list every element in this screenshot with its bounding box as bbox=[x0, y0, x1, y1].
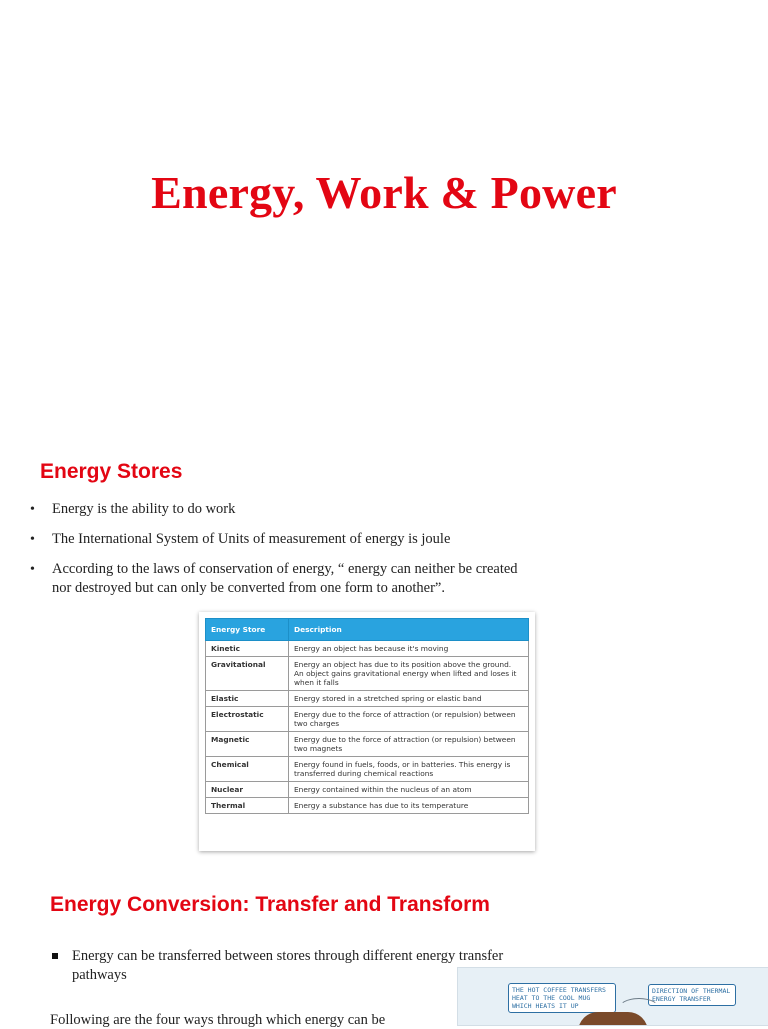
table-row bbox=[206, 657, 529, 691]
page-title: Energy, Work & Power bbox=[151, 167, 617, 218]
table-cell-description: Energy contained within the nucleus of an atom bbox=[289, 782, 529, 798]
table-header-store: Energy Store bbox=[206, 619, 289, 641]
energy-store-table bbox=[205, 618, 529, 814]
list-item: Energy can be transferred between stores through different energy transfer pathways bbox=[52, 947, 542, 985]
energy-stores-bullet-list bbox=[30, 500, 530, 609]
table-row bbox=[206, 757, 529, 782]
section-heading-energy-conversion: Energy Conversion: Transfer and Transform bbox=[50, 893, 490, 916]
figure-label-direction: DIRECTION OF THERMAL ENERGY TRANSFER bbox=[648, 984, 736, 1006]
table-cell-description: Energy due to the force of attraction (or repulsion) between two charges bbox=[289, 707, 529, 732]
table-cell-store: Chemical bbox=[206, 757, 289, 782]
table-cell-store: Gravitational bbox=[206, 657, 289, 691]
coffee-mug-illustration bbox=[457, 967, 768, 1026]
table-header-description: Description bbox=[289, 619, 529, 641]
table-cell-store: Nuclear bbox=[206, 782, 289, 798]
bullet-icon: • bbox=[30, 562, 35, 577]
table-cell-description: Energy an object has because it's moving bbox=[289, 641, 529, 657]
bullet-icon: • bbox=[30, 532, 35, 547]
square-bullet-icon bbox=[52, 953, 58, 959]
list-item: • According to the laws of conservation of energy, “ energy can neither be created nor destroyed but can only be converted from one form to another”. bbox=[30, 561, 518, 596]
table-row bbox=[206, 691, 529, 707]
list-item: • Energy is the ability to do work bbox=[30, 501, 236, 517]
energy-store-table-image bbox=[199, 612, 535, 851]
table-cell-store: Elastic bbox=[206, 691, 289, 707]
table-row bbox=[206, 798, 529, 814]
table-cell-description: Energy a substance has due to its temperature bbox=[289, 798, 529, 814]
table-cell-description: Energy found in fuels, foods, or in batteries. This energy is transferred during chemical reactions bbox=[289, 757, 529, 782]
table-row bbox=[206, 641, 529, 657]
figure-label-hot-coffee: THE HOT COFFEE TRANSFERS HEAT TO THE COOL MUG WHICH HEATS IT UP bbox=[508, 983, 616, 1013]
list-item: • The International System of Units of measurement of energy is joule bbox=[30, 531, 451, 547]
table-row bbox=[206, 732, 529, 757]
section-heading-energy-stores: Energy Stores bbox=[40, 460, 183, 483]
paragraph-following: Following are the four ways through which energy can be bbox=[50, 1012, 386, 1028]
table-cell-description: Energy stored in a stretched spring or elastic band bbox=[289, 691, 529, 707]
table-cell-store: Electrostatic bbox=[206, 707, 289, 732]
table-row bbox=[206, 707, 529, 732]
bullet-icon: • bbox=[30, 502, 35, 517]
table-cell-store: Thermal bbox=[206, 798, 289, 814]
table-row bbox=[206, 782, 529, 798]
table-cell-store: Kinetic bbox=[206, 641, 289, 657]
table-cell-store: Magnetic bbox=[206, 732, 289, 757]
table-cell-description: Energy due to the force of attraction (or repulsion) between two magnets bbox=[289, 732, 529, 757]
table-cell-description: Energy an object has due to its position above the ground. An object gains gravitational energy when lifted and loses it when it falls bbox=[289, 657, 529, 691]
